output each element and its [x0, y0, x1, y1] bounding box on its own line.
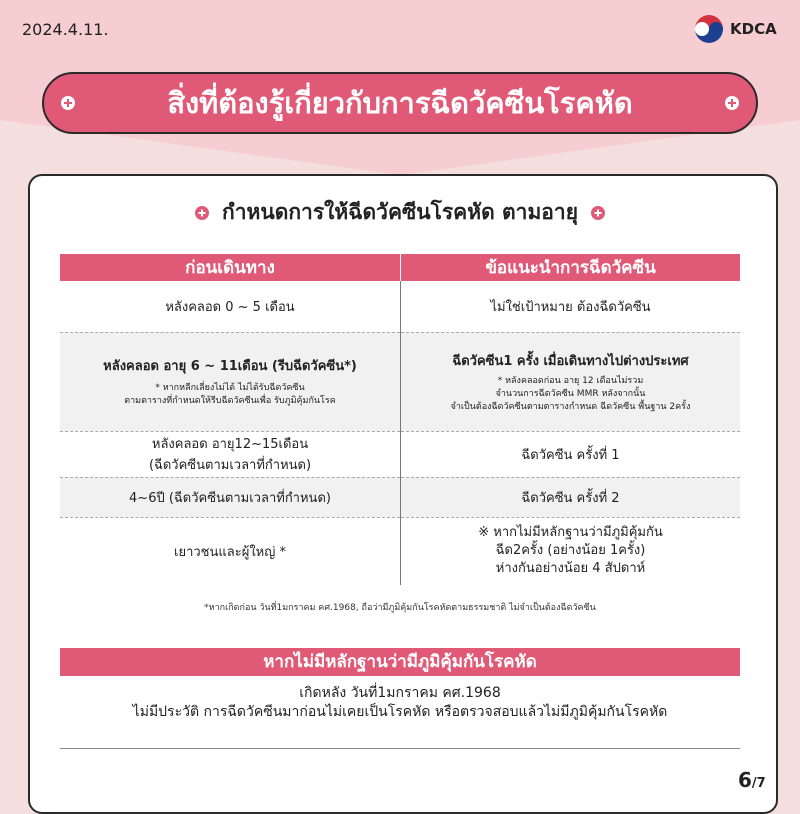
page-total: /7 — [751, 776, 766, 791]
section2-line: ไม่มีประวัติ การฉีดวัคซีนมาก่อนไม่เคยเป็นโรคหัด หรือตรวจสอบแล้วไม่มีภูมิคุ้มกันโรคหัด — [132, 704, 668, 720]
row-age-cell — [60, 431, 401, 477]
table-header-row — [60, 254, 740, 281]
row-note: * หลังคลอดก่อน อายุ 12 เดือนไม่รวม — [497, 375, 644, 386]
subtitle-text: กำหนดการให้ฉีดวัคซีนโรคหัด ตามอายุ — [222, 200, 578, 224]
title-banner — [42, 72, 758, 134]
row-recommendation: ฉีดวัคซีน ครั้งที่ 1 — [401, 431, 741, 477]
kdca-logo — [694, 14, 777, 44]
section2-body — [60, 684, 740, 722]
date: 2024.4.11. — [22, 20, 109, 39]
section2-line: เกิดหลัง วันที่1มกราคม คศ.1968 — [299, 685, 501, 701]
column-header-recommendation: ข้อแนะนำการฉีดวัคซีน — [401, 254, 741, 281]
column-header-before-travel: ก่อนเดินทาง — [60, 254, 401, 281]
row-recommendation: ไม่ใช่เป้าหมาย ต้องฉีดวัคซีน — [401, 281, 741, 332]
table-row — [60, 332, 740, 431]
vaccination-schedule-table — [60, 254, 740, 585]
row-recommendation: ฉีดวัคซีน1 ครั้ง เมื่อเดินทางไปต่างประเทศ — [452, 353, 689, 369]
logo-text: KDCA — [730, 20, 777, 38]
row-age-cell — [60, 332, 401, 431]
row-note: จำนวนการฉีดวัคซีน MMR หลังจากนั้น — [495, 388, 646, 399]
plus-circle-icon — [722, 93, 742, 113]
page-title: สิ่งที่ต้องรู้เกี่ยวกับการฉีดวัคซีนโรคหัด — [167, 86, 633, 120]
row-age: หลังคลอด 0 ~ 5 เดือน — [60, 281, 401, 332]
row-note: จำเป็นต้องฉีดวัคซีนตามตารางกำหนด ฉีดวัคซีน พื้นฐาน 2ครั้ง — [450, 401, 691, 412]
table-row — [60, 477, 740, 517]
plus-dot-icon — [195, 206, 209, 220]
page-current: 6 — [738, 768, 752, 792]
table-row — [60, 517, 740, 585]
table-row — [60, 431, 740, 477]
table-row — [60, 281, 740, 332]
row-age: หลังคลอด อายุ 6 ~ 11เดือน (รีบฉีดวัคซีน*) — [103, 359, 357, 374]
plus-dot-icon — [591, 206, 605, 220]
footnote: *หากเกิดก่อน วันที่1มกราคม คศ.1968, ถือว่ามีภูมิคุ้มกันโรคหัดตามธรรมชาติ ไม่จำเป็นต้องฉีดวัคซีน — [204, 603, 596, 613]
row-recommendation: ฉีดวัคซีน ครั้งที่ 2 — [401, 477, 741, 517]
page-number — [738, 768, 766, 792]
row-recommendation-cell — [401, 332, 741, 431]
row-age: เยาวชนและผู้ใหญ่ * — [60, 517, 401, 585]
row-recommendation-detail: ฉีด2ครั้ง (อย่างน้อย 1ครั้ง) — [495, 543, 646, 559]
section2-title: หากไม่มีหลักฐานว่ามีภูมิคุ้มกันโรคหัด — [60, 648, 740, 676]
row-recommendation: ※ หากไม่มีหลักฐานว่ามีภูมิคุ้มกัน — [478, 525, 663, 541]
row-note: ตามตารางที่กำหนดให้รีบฉีดวัคซีนเพื่อ รับภูมิคุ้มกันโรค — [124, 396, 336, 406]
row-recommendation-detail: ห่างกันอย่างน้อย 4 สัปดาห์ — [495, 561, 646, 577]
kdca-emblem-icon — [694, 14, 724, 44]
row-recommendation-cell — [401, 517, 741, 585]
row-age: หลังคลอด อายุ12~15เดือน — [151, 437, 309, 452]
row-age: 4~6ปี (ฉีดวัคซีนตามเวลาที่กำหนด) — [60, 477, 401, 517]
row-note: * หากหลีกเลี่ยงไม่ได้ ไม่ได้รับฉีดวัคซีน — [155, 383, 305, 393]
plus-circle-icon — [58, 93, 78, 113]
row-age-detail: (ฉีดวัคซีนตามเวลาที่กำหนด) — [148, 458, 312, 473]
divider — [60, 748, 740, 749]
section-subtitle — [0, 196, 800, 229]
